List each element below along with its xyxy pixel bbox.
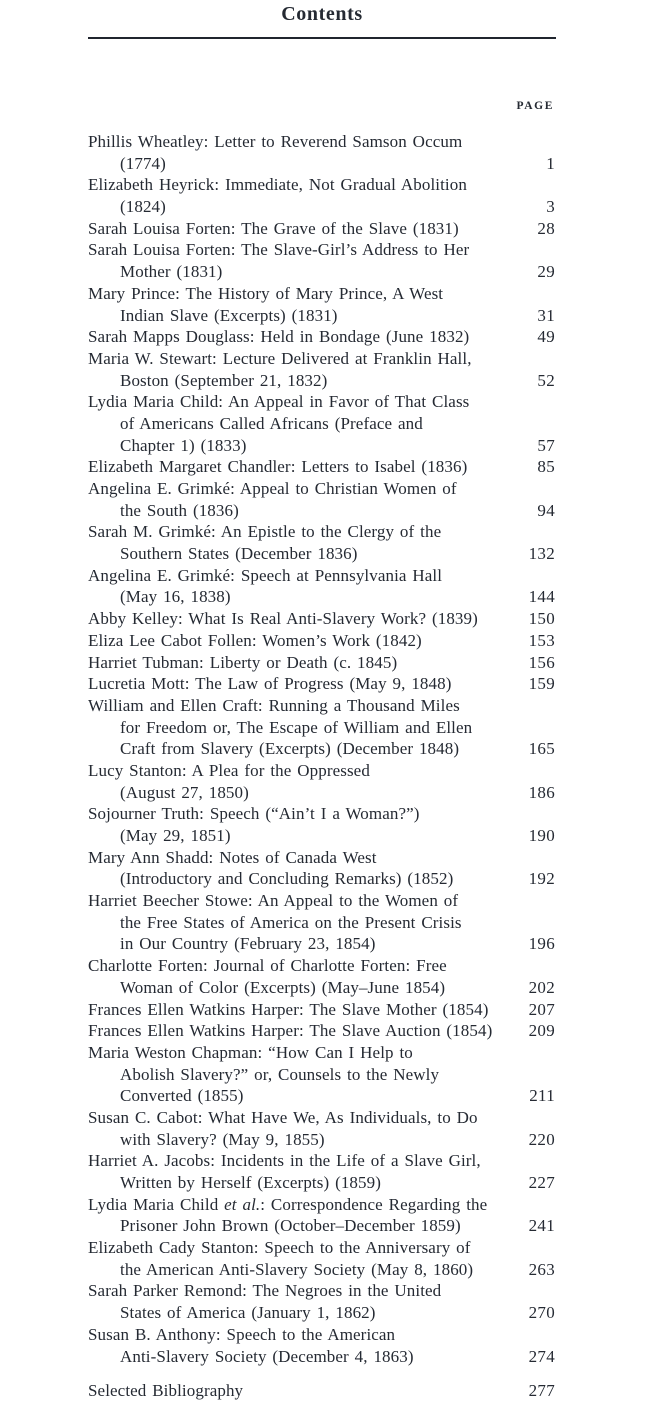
toc-entry-text: Maria W. Stewart: Lecture Delivered at Franklin Hall, bbox=[88, 348, 472, 368]
toc-line bbox=[88, 1346, 556, 1368]
toc-entry-text: Susan B. Anthony: Speech to the American bbox=[88, 1324, 396, 1344]
toc-line bbox=[88, 695, 556, 717]
toc-line bbox=[88, 305, 556, 327]
toc-page-number: 263 bbox=[528, 1259, 555, 1279]
toc-entry-text: Written by Herself (Excerpts) (1859) bbox=[120, 1173, 381, 1192]
toc-page-number: 165 bbox=[528, 739, 555, 759]
toc-page-number: 29 bbox=[537, 262, 555, 282]
toc-entry bbox=[88, 565, 556, 608]
toc-entry-text: Sarah Parker Remond: The Negroes in the United bbox=[88, 1281, 442, 1301]
toc-line bbox=[88, 608, 556, 630]
toc-page-number: 85 bbox=[537, 457, 555, 477]
toc-line bbox=[88, 326, 556, 348]
toc-line bbox=[88, 847, 556, 869]
toc-entry-text: States of America (January 1, 1862) bbox=[120, 1303, 376, 1323]
toc-entry-text: Anti-Slavery Society (December 4, 1863) bbox=[120, 1346, 414, 1366]
toc-entry-text: (May 29, 1851) bbox=[120, 826, 231, 845]
toc-line bbox=[88, 1302, 556, 1324]
toc-entry-text: Abolish Slavery?” or, Counsels to the Newly bbox=[120, 1064, 440, 1084]
toc-entry-text: Angelina E. Grimké: Appeal to Christian Women of bbox=[88, 479, 457, 498]
toc-entry bbox=[88, 456, 556, 478]
toc-entry-text: Boston (September 21, 1832) bbox=[120, 370, 328, 390]
toc-page-number: 196 bbox=[528, 934, 555, 954]
toc-line bbox=[88, 218, 556, 240]
toc-entry-text: Indian Slave (Excerpts) (1831) bbox=[120, 305, 338, 325]
toc-entry bbox=[88, 239, 556, 282]
toc-entry bbox=[88, 1324, 556, 1367]
toc-line bbox=[88, 977, 556, 999]
toc-entry-text: William and Ellen Craft: Running a Thousand Miles bbox=[88, 695, 460, 715]
toc-entry-text: Lydia Maria Child: An Appeal in Favor of That Class bbox=[88, 392, 470, 412]
toc-page-number: 190 bbox=[528, 826, 555, 845]
toc-page-number: 144 bbox=[528, 587, 555, 607]
toc-line bbox=[88, 174, 556, 196]
toc-entry bbox=[88, 391, 556, 456]
toc-line bbox=[88, 1259, 556, 1281]
toc-entry-text: Mother (1831) bbox=[120, 262, 223, 282]
toc-page-number: 52 bbox=[537, 370, 555, 390]
toc-entry-text: Frances Ellen Watkins Harper: The Slave Auction (1854) bbox=[88, 1021, 493, 1041]
toc-line bbox=[88, 1129, 556, 1151]
toc-page-number: 57 bbox=[537, 435, 555, 455]
toc-entry-text: Prisoner John Brown (October–December 1859) bbox=[120, 1216, 461, 1236]
toc-entry-text: Abby Kelley: What Is Real Anti-Slavery Work? (1839) bbox=[88, 609, 478, 629]
toc-line bbox=[88, 283, 556, 305]
toc-page-number: 28 bbox=[537, 218, 555, 238]
toc-line bbox=[88, 348, 556, 370]
toc-line bbox=[88, 1107, 556, 1129]
toc-entry-text: (August 27, 1850) bbox=[120, 782, 249, 802]
toc-page-number: 220 bbox=[528, 1129, 555, 1149]
toc-page-number: 207 bbox=[528, 999, 555, 1019]
toc-page-number: 241 bbox=[528, 1216, 555, 1236]
toc-line bbox=[88, 478, 556, 500]
toc-entry-text: Sarah M. Grimké: An Epistle to the Clergy of the bbox=[88, 522, 442, 542]
toc-entry-text: with Slavery? (May 9, 1855) bbox=[120, 1129, 325, 1149]
toc-entry-text: the Free States of America on the Present Crisis bbox=[120, 912, 462, 932]
toc-entry bbox=[88, 1020, 556, 1042]
toc-entry-text: Lucy Stanton: A Plea for the Oppressed bbox=[88, 760, 370, 780]
toc-page-number: 31 bbox=[537, 305, 555, 325]
toc-line bbox=[88, 717, 556, 739]
toc-entry bbox=[88, 955, 556, 998]
toc-line bbox=[88, 630, 556, 652]
toc-entry-text: (Introductory and Concluding Remarks) (1852) bbox=[120, 869, 454, 889]
toc-entry bbox=[88, 1107, 556, 1150]
toc-entry bbox=[88, 630, 556, 652]
toc-entry-text: in Our Country (February 23, 1854) bbox=[120, 934, 376, 954]
toc-line bbox=[88, 1237, 556, 1259]
toc-entry-text: Angelina E. Grimké: Speech at Pennsylvania Hall bbox=[88, 565, 443, 585]
toc-line bbox=[88, 738, 556, 760]
toc-entry-text: Southern States (December 1836) bbox=[120, 544, 358, 564]
toc-entry-text: (1774) bbox=[120, 153, 166, 173]
toc bbox=[88, 131, 556, 1401]
toc-line bbox=[88, 912, 556, 934]
toc-line bbox=[88, 521, 556, 543]
toc-entry-text: Charlotte Forten: Journal of Charlotte Forten: Free bbox=[88, 956, 447, 976]
toc-entry bbox=[88, 673, 556, 695]
toc-line bbox=[88, 652, 556, 674]
bibliography-label: Selected Bibliography bbox=[88, 1380, 244, 1400]
toc-page-number: 3 bbox=[546, 197, 555, 217]
toc-entry-text: Eliza Lee Cabot Follen: Women’s Work (1842) bbox=[88, 630, 422, 650]
toc-page-number: 132 bbox=[528, 544, 555, 564]
bibliography-page-number: 277 bbox=[528, 1380, 555, 1400]
bibliography-row bbox=[88, 1380, 556, 1402]
toc-entry-text: Frances Ellen Watkins Harper: The Slave Mother (1854) bbox=[88, 999, 489, 1019]
toc-entry bbox=[88, 283, 556, 326]
toc-entry bbox=[88, 803, 556, 846]
toc-entry bbox=[88, 999, 556, 1021]
toc-line bbox=[88, 999, 556, 1021]
toc-entry-text: Elizabeth Heyrick: Immediate, Not Gradual Abolition bbox=[88, 175, 467, 195]
toc-line bbox=[88, 1064, 556, 1086]
toc-line bbox=[88, 673, 556, 695]
toc-entry-text: Harriet Tubman: Liberty or Death (c. 1845) bbox=[88, 652, 398, 672]
toc-line bbox=[88, 1172, 556, 1194]
toc-entry bbox=[88, 521, 556, 564]
toc-line bbox=[88, 955, 556, 977]
toc-entry-text: Sarah Louisa Forten: The Slave-Girl’s Address to Her bbox=[88, 240, 470, 260]
toc-entry-text: the South (1836) bbox=[120, 500, 239, 520]
toc-entry-text: Woman of Color (Excerpts) (May–June 1854) bbox=[120, 977, 446, 997]
toc-entry-text: Sarah Mapps Douglass: Held in Bondage (June 1832) bbox=[88, 327, 470, 347]
toc-page-number: 159 bbox=[528, 674, 555, 694]
toc-line bbox=[88, 1215, 556, 1237]
toc-entry bbox=[88, 174, 556, 217]
toc-entry-text: of Americans Called Africans (Preface and bbox=[120, 413, 423, 433]
toc-entry bbox=[88, 1280, 556, 1323]
toc-line bbox=[88, 456, 556, 478]
toc-page-number: 150 bbox=[528, 609, 555, 629]
toc-entry bbox=[88, 652, 556, 674]
toc-line bbox=[88, 586, 556, 608]
toc-entry-text: Lucretia Mott: The Law of Progress (May 9, 1848) bbox=[88, 674, 452, 694]
toc-line bbox=[88, 261, 556, 283]
toc-entry-text: Sojourner Truth: Speech (“Ain’t I a Woman?”) bbox=[88, 804, 420, 824]
toc-line bbox=[88, 1085, 556, 1107]
toc-page-number: 49 bbox=[537, 327, 555, 347]
toc-page-number: 274 bbox=[528, 1346, 555, 1366]
toc-entry-text: Mary Ann Shadd: Notes of Canada West bbox=[88, 847, 377, 867]
toc-entry-text: Maria Weston Chapman: “How Can I Help to bbox=[88, 1042, 413, 1062]
toc-line bbox=[88, 131, 556, 153]
toc-entry bbox=[88, 218, 556, 240]
toc-page-number: 209 bbox=[528, 1021, 555, 1041]
toc-entry-text: (May 16, 1838) bbox=[120, 587, 231, 607]
toc-line bbox=[88, 760, 556, 782]
toc-entry-text: Mary Prince: The History of Mary Prince, A West bbox=[88, 283, 444, 303]
toc-entry-text: Craft from Slavery (Excerpts) (December 1848) bbox=[120, 739, 460, 759]
toc-entry bbox=[88, 847, 556, 890]
toc-entry-text: Harriet Beecher Stowe: An Appeal to the Women of bbox=[88, 891, 459, 911]
toc-page-number: 94 bbox=[537, 500, 555, 520]
toc-line bbox=[88, 1324, 556, 1346]
toc-entry-text: Harriet A. Jacobs: Incidents in the Life of a Slave Girl, bbox=[88, 1151, 481, 1171]
toc-line bbox=[88, 1020, 556, 1042]
toc-line bbox=[88, 1042, 556, 1064]
toc-page-number: 156 bbox=[528, 652, 555, 672]
toc-line bbox=[88, 1280, 556, 1302]
toc-page-number: 153 bbox=[528, 630, 555, 650]
toc-line bbox=[88, 153, 556, 175]
toc-entry bbox=[88, 131, 556, 174]
toc-line bbox=[88, 239, 556, 261]
toc-line bbox=[88, 825, 556, 847]
page-title: Contents bbox=[281, 3, 363, 25]
toc-entry bbox=[88, 1150, 556, 1193]
toc-page-number: 211 bbox=[529, 1086, 555, 1106]
toc-line bbox=[88, 413, 556, 435]
toc-line bbox=[88, 543, 556, 565]
toc-page-number: 1 bbox=[546, 153, 555, 173]
toc-line bbox=[88, 803, 556, 825]
toc-page-number: 192 bbox=[528, 869, 555, 889]
toc-entry bbox=[88, 695, 556, 760]
toc-line bbox=[88, 933, 556, 955]
toc-entry-text: the American Anti-Slavery Society (May 8, 1860) bbox=[120, 1259, 474, 1279]
toc-line bbox=[88, 1150, 556, 1172]
title-rule bbox=[88, 37, 556, 39]
toc-entry bbox=[88, 326, 556, 348]
toc-entry-text: Phillis Wheatley: Letter to Reverend Samson Occum bbox=[88, 132, 463, 151]
toc-line bbox=[88, 1194, 556, 1216]
toc-line bbox=[88, 565, 556, 587]
toc-page-number: 227 bbox=[528, 1173, 555, 1192]
toc-line bbox=[88, 196, 556, 218]
toc-page-number: 270 bbox=[528, 1303, 555, 1323]
toc-line bbox=[88, 435, 556, 457]
toc-line bbox=[88, 391, 556, 413]
toc-entry bbox=[88, 608, 556, 630]
toc-line bbox=[88, 868, 556, 890]
toc-entry bbox=[88, 1237, 556, 1280]
toc-entry-text: (1824) bbox=[120, 197, 166, 217]
toc-entry bbox=[88, 348, 556, 391]
toc-entry bbox=[88, 478, 556, 521]
toc-line bbox=[88, 890, 556, 912]
toc-entry-text: Elizabeth Margaret Chandler: Letters to Isabel (1836) bbox=[88, 457, 468, 477]
toc-line bbox=[88, 370, 556, 392]
toc-entry bbox=[88, 760, 556, 803]
toc-entry bbox=[88, 890, 556, 955]
toc-entry bbox=[88, 1042, 556, 1107]
toc-line bbox=[88, 782, 556, 804]
toc-entry-text: for Freedom or, The Escape of William and Ellen bbox=[120, 717, 473, 737]
toc-entry-text: Converted (1855) bbox=[120, 1086, 244, 1106]
toc-entry-text: Elizabeth Cady Stanton: Speech to the Anniversary of bbox=[88, 1238, 471, 1258]
toc-entry-text: Susan C. Cabot: What Have We, As Individuals, to Do bbox=[88, 1107, 478, 1127]
toc-list bbox=[88, 131, 556, 1367]
toc-entry-text: Sarah Louisa Forten: The Grave of the Slave (1831) bbox=[88, 218, 459, 238]
toc-line bbox=[88, 500, 556, 522]
toc-page-number: 186 bbox=[528, 782, 555, 802]
toc-page-number: 202 bbox=[528, 977, 555, 997]
toc-entry-text: Chapter 1) (1833) bbox=[120, 435, 247, 455]
toc-entry-text: Lydia Maria Child et al.: Correspondence Regarding the bbox=[88, 1194, 488, 1214]
toc-entry bbox=[88, 1194, 556, 1237]
page-column-label: PAGE bbox=[516, 100, 554, 112]
